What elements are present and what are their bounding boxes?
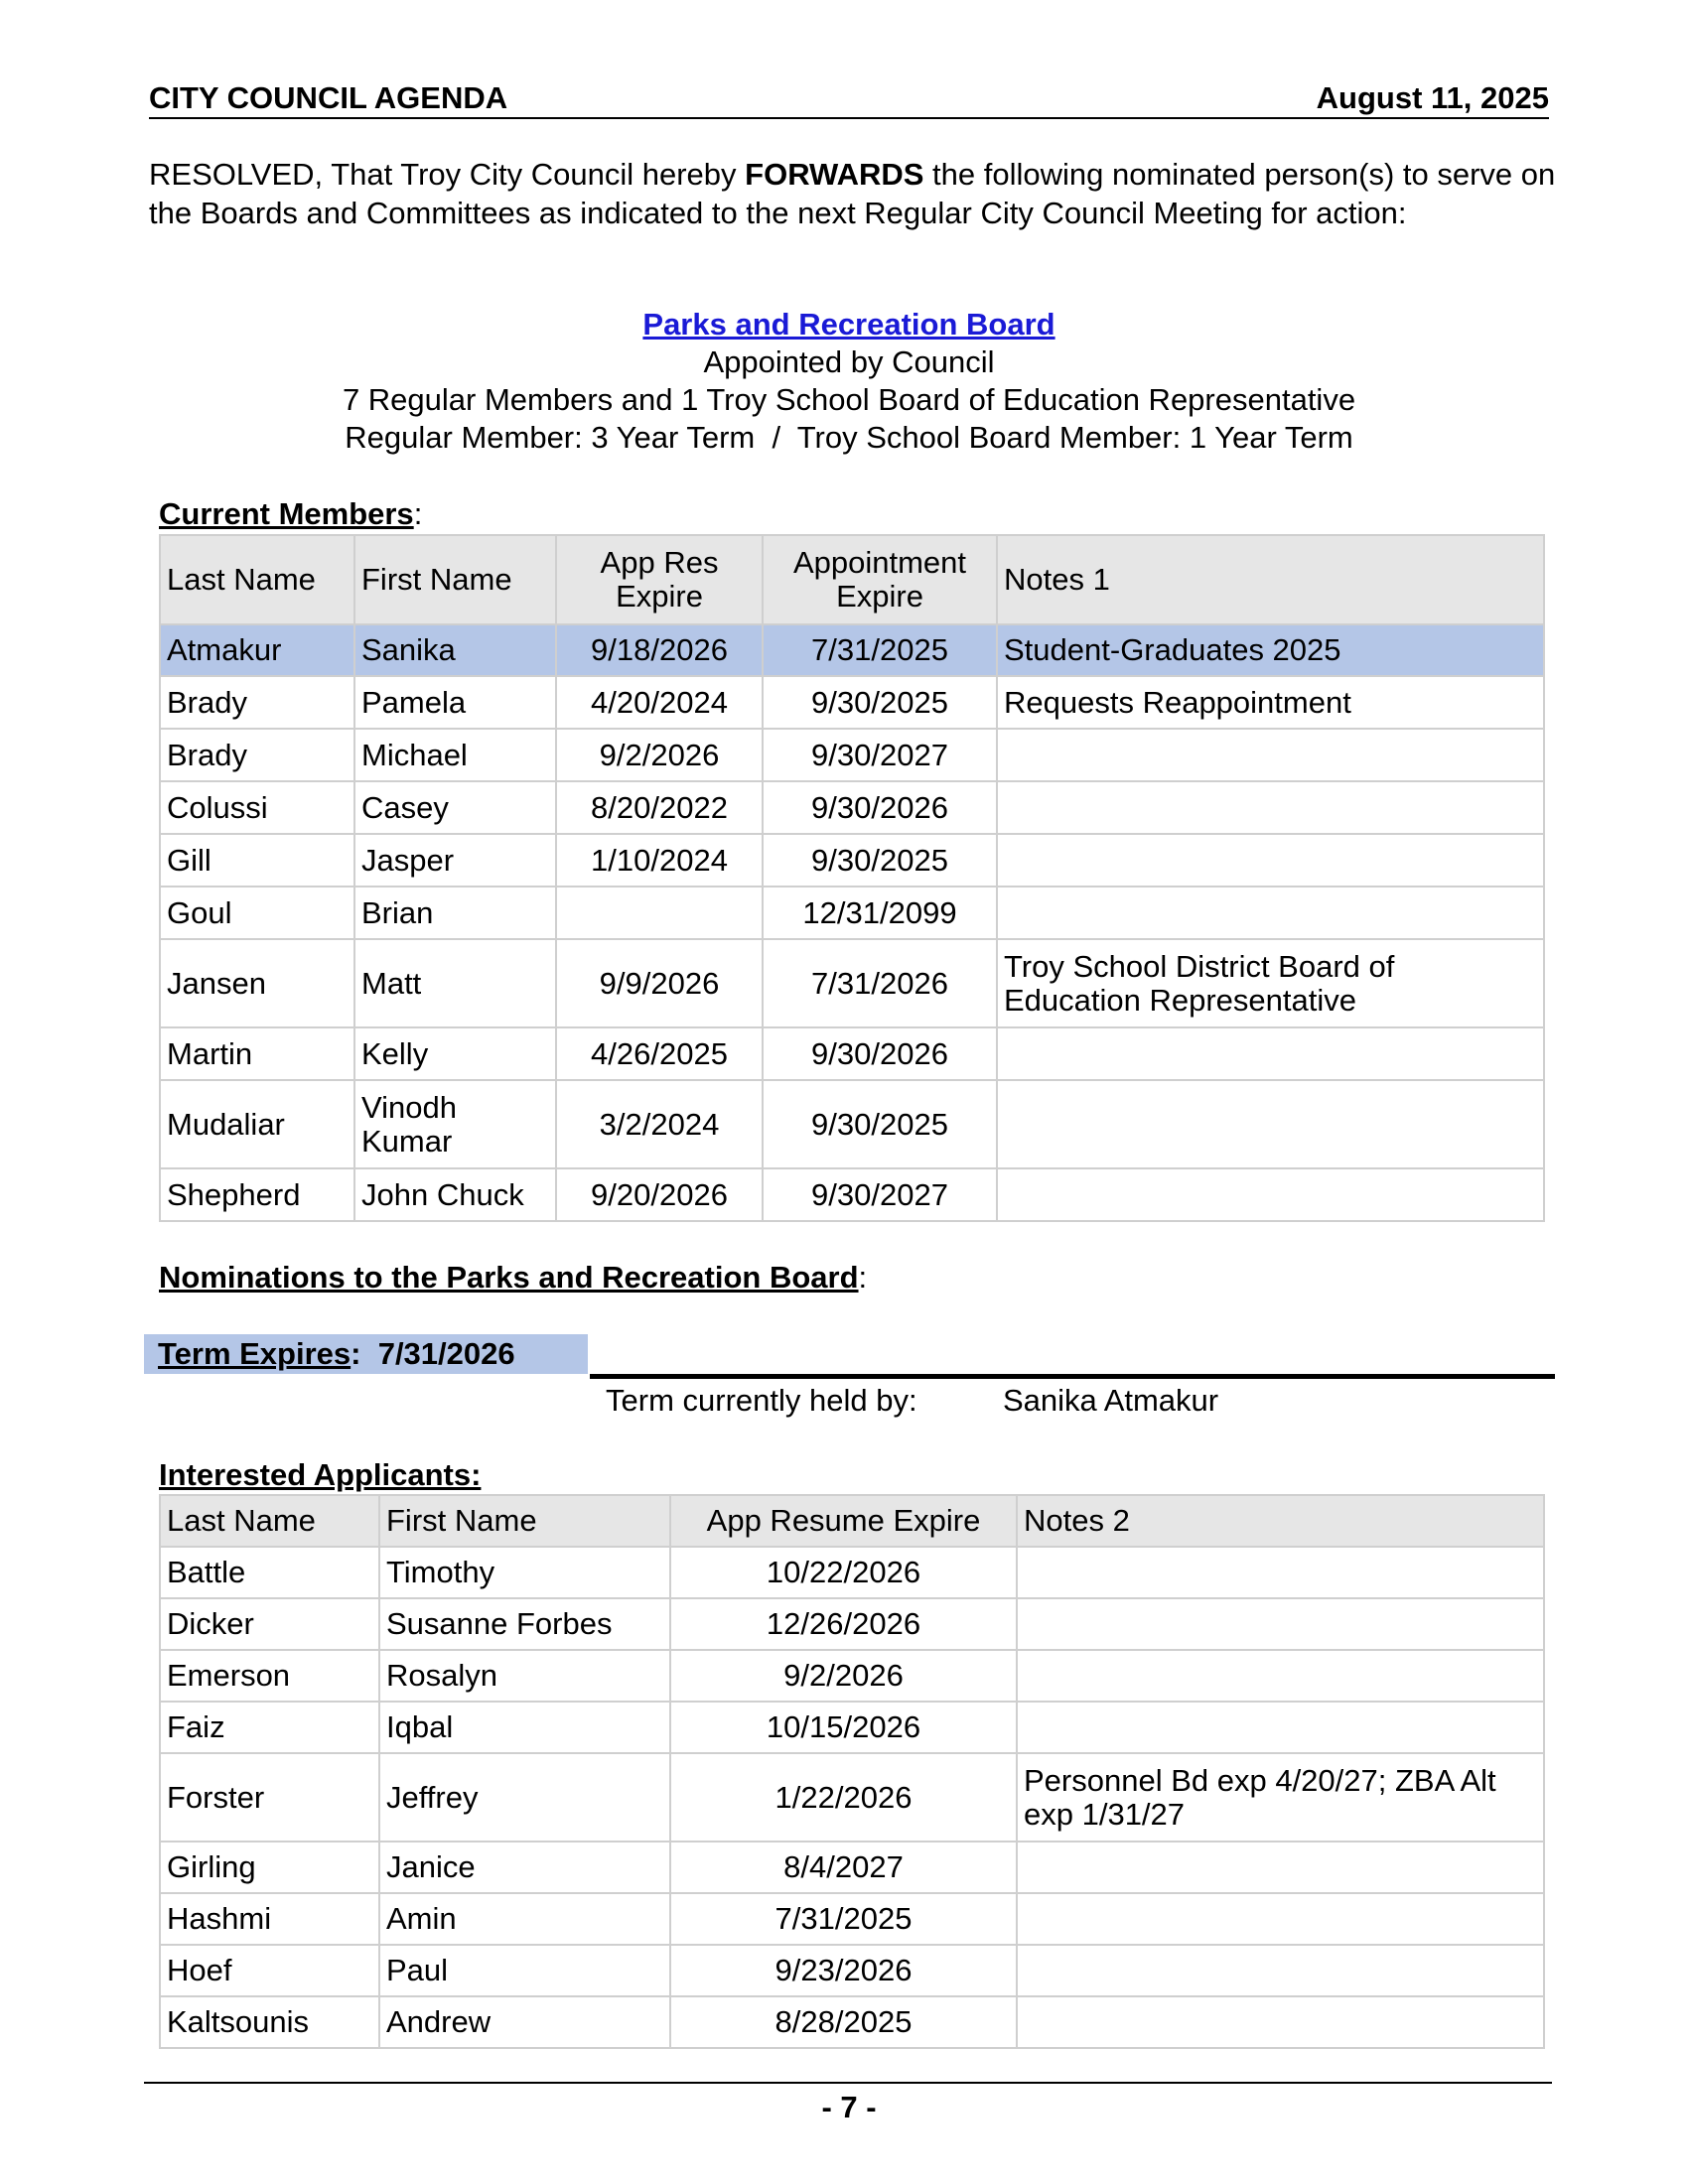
- cell-notes: [997, 887, 1544, 939]
- table-row: [160, 781, 1544, 834]
- applicants-table: [159, 1494, 1545, 2049]
- cell-appointment-expire: 7/31/2026: [763, 939, 997, 1027]
- cell-appointment-expire: 12/31/2099: [763, 887, 997, 939]
- resolution-keyword: FORWARDS: [745, 157, 924, 192]
- cell-first-name: Matt: [354, 939, 556, 1027]
- cell-appointment-expire: 9/30/2025: [763, 834, 997, 887]
- term-expires-box: Term Expires: 7/31/2026: [144, 1334, 588, 1374]
- table-row: [160, 887, 1544, 939]
- cell-last-name: Shepherd: [160, 1168, 354, 1221]
- cell-first-name: Timothy: [379, 1547, 670, 1598]
- cell-notes: [1017, 1598, 1544, 1650]
- cell-last-name: Hoef: [160, 1945, 379, 1996]
- cell-first-name: Susanne Forbes: [379, 1598, 670, 1650]
- cell-notes: [997, 729, 1544, 781]
- resolution-text: [149, 155, 1559, 232]
- cell-app-res-expire: 9/2/2026: [556, 729, 763, 781]
- term-divider: [590, 1374, 1555, 1379]
- cell-last-name: Girling: [160, 1842, 379, 1893]
- cell-appointment-expire: 9/30/2027: [763, 1168, 997, 1221]
- board-appointed-by: Appointed by Council: [703, 344, 995, 379]
- cell-notes: [997, 781, 1544, 834]
- cell-notes: [1017, 1650, 1544, 1702]
- applicants-heading: Interested Applicants:: [159, 1457, 482, 1492]
- cell-last-name: Hashmi: [160, 1893, 379, 1945]
- cell-app-res-expire: [556, 887, 763, 939]
- table-row: [160, 1080, 1544, 1168]
- cell-first-name: Brian: [354, 887, 556, 939]
- column-header: First Name: [354, 535, 556, 624]
- page-number: - 7 -: [821, 2090, 877, 2124]
- column-header: App Res Expire: [556, 535, 763, 624]
- cell-first-name: Janice: [379, 1842, 670, 1893]
- cell-last-name: Mudaliar: [160, 1080, 354, 1168]
- table-row: [160, 624, 1544, 676]
- table-row: [160, 1168, 1544, 1221]
- column-header: Last Name: [160, 535, 354, 624]
- cell-notes: [1017, 1702, 1544, 1753]
- cell-appointment-expire: 9/30/2025: [763, 676, 997, 729]
- column-header: First Name: [379, 1495, 670, 1547]
- cell-app-res-expire: 9/18/2026: [556, 624, 763, 676]
- cell-app-res-expire: 8/20/2022: [556, 781, 763, 834]
- cell-appointment-expire: 7/31/2025: [763, 624, 997, 676]
- cell-resume-expire: 9/23/2026: [670, 1945, 1017, 1996]
- board-members-desc: 7 Regular Members and 1 Troy School Board of Education Representative: [342, 382, 1356, 417]
- table-row: [160, 939, 1544, 1027]
- cell-first-name: Kelly: [354, 1027, 556, 1080]
- cell-appointment-expire: 9/30/2027: [763, 729, 997, 781]
- cell-first-name: Jeffrey: [379, 1753, 670, 1842]
- cell-notes: [997, 1168, 1544, 1221]
- cell-last-name: Faiz: [160, 1702, 379, 1753]
- cell-appointment-expire: 9/30/2026: [763, 781, 997, 834]
- current-members-table: [159, 534, 1545, 1222]
- cell-notes: Troy School District Board of Education Representative: [997, 939, 1544, 1027]
- cell-first-name: Paul: [379, 1945, 670, 1996]
- table-row: [160, 1893, 1544, 1945]
- cell-notes: [1017, 1945, 1544, 1996]
- page-header: [149, 79, 1549, 119]
- column-header: App Resume Expire: [670, 1495, 1017, 1547]
- cell-last-name: Dicker: [160, 1598, 379, 1650]
- cell-app-res-expire: 4/26/2025: [556, 1027, 763, 1080]
- table-row: [160, 1598, 1544, 1650]
- cell-last-name: Battle: [160, 1547, 379, 1598]
- table-header-row: [160, 535, 1544, 624]
- cell-resume-expire: 8/4/2027: [670, 1842, 1017, 1893]
- column-header: Appointment Expire: [763, 535, 997, 624]
- board-name-link[interactable]: Parks and Recreation Board: [642, 307, 1055, 341]
- cell-notes: [1017, 1547, 1544, 1598]
- table-row: [160, 1945, 1544, 1996]
- cell-first-name: Iqbal: [379, 1702, 670, 1753]
- cell-resume-expire: 12/26/2026: [670, 1598, 1017, 1650]
- cell-appointment-expire: 9/30/2026: [763, 1027, 997, 1080]
- cell-app-res-expire: 9/20/2026: [556, 1168, 763, 1221]
- term-expires-date: 7/31/2026: [377, 1336, 515, 1371]
- cell-notes: [1017, 1893, 1544, 1945]
- cell-notes: [1017, 1842, 1544, 1893]
- cell-notes: [997, 834, 1544, 887]
- cell-first-name: Andrew: [379, 1996, 670, 2048]
- column-header: Last Name: [160, 1495, 379, 1547]
- term-held-by: Sanika Atmakur: [1003, 1383, 1219, 1418]
- cell-resume-expire: 8/28/2025: [670, 1996, 1017, 2048]
- cell-notes: [997, 1027, 1544, 1080]
- cell-first-name: Sanika: [354, 624, 556, 676]
- cell-last-name: Martin: [160, 1027, 354, 1080]
- cell-last-name: Atmakur: [160, 624, 354, 676]
- cell-resume-expire: 7/31/2025: [670, 1893, 1017, 1945]
- table-row: [160, 1842, 1544, 1893]
- footer-divider: [144, 2082, 1552, 2084]
- term-held-label: Term currently held by:: [606, 1383, 917, 1418]
- table-row: [160, 1650, 1544, 1702]
- cell-last-name: Kaltsounis: [160, 1996, 379, 2048]
- cell-last-name: Colussi: [160, 781, 354, 834]
- cell-resume-expire: 1/22/2026: [670, 1753, 1017, 1842]
- cell-app-res-expire: 1/10/2024: [556, 834, 763, 887]
- cell-first-name: Michael: [354, 729, 556, 781]
- board-term-desc: Regular Member: 3 Year Term / Troy School Board Member: 1 Year Term: [345, 420, 1353, 455]
- cell-last-name: Brady: [160, 729, 354, 781]
- table-row: [160, 1702, 1544, 1753]
- cell-app-res-expire: 4/20/2024: [556, 676, 763, 729]
- cell-appointment-expire: 9/30/2025: [763, 1080, 997, 1168]
- cell-last-name: Forster: [160, 1753, 379, 1842]
- cell-last-name: Emerson: [160, 1650, 379, 1702]
- table-row: [160, 1996, 1544, 2048]
- cell-first-name: Amin: [379, 1893, 670, 1945]
- cell-first-name: Casey: [354, 781, 556, 834]
- agenda-date: August 11, 2025: [1316, 80, 1549, 115]
- nominations-heading: Nominations to the Parks and Recreation Board:: [159, 1260, 868, 1295]
- table-header-row: [160, 1495, 1544, 1547]
- board-info: [149, 306, 1549, 457]
- resolution-prefix: RESOLVED, That Troy City Council hereby: [149, 157, 746, 192]
- cell-first-name: Pamela: [354, 676, 556, 729]
- cell-first-name: Rosalyn: [379, 1650, 670, 1702]
- table-row: [160, 729, 1544, 781]
- cell-app-res-expire: 9/9/2026: [556, 939, 763, 1027]
- table-row: [160, 1027, 1544, 1080]
- cell-resume-expire: 10/22/2026: [670, 1547, 1017, 1598]
- cell-first-name: John Chuck: [354, 1168, 556, 1221]
- cell-last-name: Gill: [160, 834, 354, 887]
- table-row: [160, 1753, 1544, 1842]
- cell-last-name: Jansen: [160, 939, 354, 1027]
- column-header: Notes 2: [1017, 1495, 1544, 1547]
- term-expires-label: Term Expires: [158, 1336, 352, 1371]
- cell-first-name: Jasper: [354, 834, 556, 887]
- resolution-suffix: the following nominated person(s) to serve on the Boards and Committees as indicated to the next Regular City Council Meeting for action:: [149, 157, 1556, 230]
- current-members-heading: Current Members:: [159, 496, 423, 531]
- cell-last-name: Brady: [160, 676, 354, 729]
- cell-last-name: Goul: [160, 887, 354, 939]
- cell-notes: Requests Reappointment: [997, 676, 1544, 729]
- cell-resume-expire: 10/15/2026: [670, 1702, 1017, 1753]
- agenda-title: CITY COUNCIL AGENDA: [149, 80, 508, 115]
- table-row: [160, 1547, 1544, 1598]
- cell-notes: [997, 1080, 1544, 1168]
- cell-notes: [1017, 1996, 1544, 2048]
- cell-app-res-expire: 3/2/2024: [556, 1080, 763, 1168]
- table-row: [160, 834, 1544, 887]
- cell-notes: Student-Graduates 2025: [997, 624, 1544, 676]
- cell-notes: Personnel Bd exp 4/20/27; ZBA Alt exp 1/31/27: [1017, 1753, 1544, 1842]
- cell-first-name: Vinodh Kumar: [354, 1080, 556, 1168]
- column-header: Notes 1: [997, 535, 1544, 624]
- table-row: [160, 676, 1544, 729]
- cell-resume-expire: 9/2/2026: [670, 1650, 1017, 1702]
